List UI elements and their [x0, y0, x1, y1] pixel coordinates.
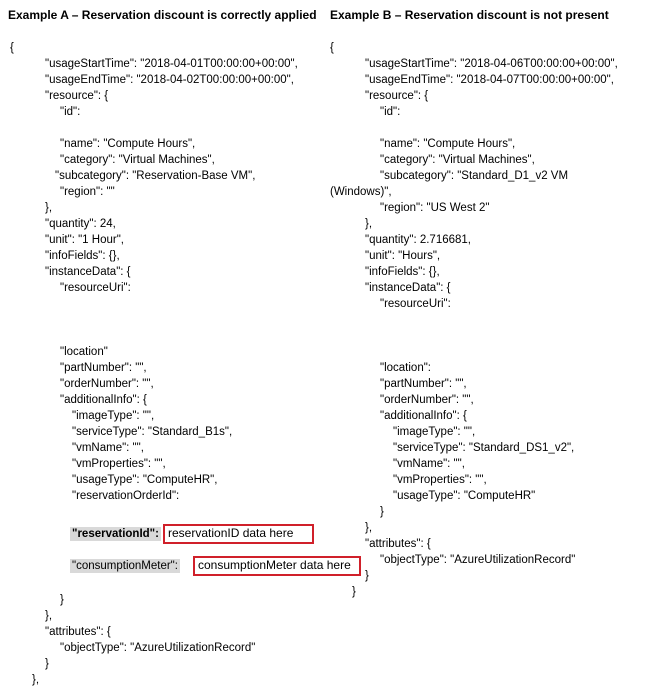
- code-line: }: [60, 594, 64, 606]
- code-line: "id":: [380, 106, 401, 118]
- code-line: "resourceUri":: [380, 298, 451, 310]
- code-line: },: [45, 202, 53, 214]
- code-line: "usageStartTime": "2018-04-01T00:00:00+00:00",: [45, 58, 298, 70]
- code-line: "vmProperties": "",: [72, 458, 166, 470]
- code-line: "additionalInfo": {: [380, 410, 467, 422]
- code-line: "additionalInfo": {: [60, 394, 147, 406]
- code-line: "instanceData": {: [45, 266, 131, 278]
- code-line: "serviceType": "Standard_DS1_v2",: [393, 442, 575, 454]
- code-line: "vmName": "",: [393, 458, 465, 470]
- code-line: }: [380, 506, 384, 518]
- code-line: "resource": {: [365, 90, 429, 102]
- code-line: },: [365, 522, 373, 534]
- code-line: "usageType": "ComputeHR": [393, 490, 536, 502]
- code-line: "name": "Compute Hours",: [380, 138, 516, 150]
- code-line: "serviceType": "Standard_B1s",: [72, 426, 233, 438]
- code-line: }: [45, 658, 49, 670]
- code-line: "orderNumber": "",: [380, 394, 474, 406]
- code-line: "attributes": {: [45, 626, 111, 638]
- code-line: "imageType": "",: [72, 410, 155, 422]
- code-line: },: [45, 610, 53, 622]
- example-b-heading: Example B – Reservation discount is not present: [330, 8, 609, 22]
- code-line: "reservationOrderId":: [72, 490, 180, 502]
- code-line: "partNumber": "",: [60, 362, 147, 374]
- code-line: "subcategory": "Standard_D1_v2 VM: [380, 170, 569, 182]
- reservation-id-value-box: reservationID data here: [163, 524, 314, 544]
- code-line: }: [365, 570, 369, 582]
- example-a-heading: Example A – Reservation discount is correctly applied: [8, 8, 317, 22]
- code-line: (Windows)",: [330, 186, 392, 198]
- reservation-id-key: "reservationId":: [72, 528, 159, 540]
- code-line: "objectType": "AzureUtilizationRecord": [60, 642, 256, 654]
- code-line: "usageEndTime": "2018-04-02T00:00:00+00:00",: [45, 74, 294, 86]
- code-line: "objectType": "AzureUtilizationRecord": [380, 554, 576, 566]
- code-line: "vmName": "",: [72, 442, 144, 454]
- code-line: "infoFields": {},: [365, 266, 440, 278]
- code-line: "id":: [60, 106, 81, 118]
- code-line: "orderNumber": "",: [60, 378, 154, 390]
- code-line: {: [10, 42, 14, 54]
- code-line: "resourceUri":: [60, 282, 131, 294]
- code-line: "partNumber": "",: [380, 378, 467, 390]
- code-line: "region": "US West 2": [380, 202, 490, 214]
- code-line: },: [365, 218, 373, 230]
- code-line: "unit": "1 Hour",: [45, 234, 124, 246]
- code-line: "category": "Virtual Machines",: [60, 154, 215, 166]
- code-line: "infoFields": {},: [45, 250, 120, 262]
- code-line: },: [32, 674, 40, 686]
- code-line: {: [330, 42, 334, 54]
- code-line: "location":: [380, 362, 431, 374]
- code-line: "location": [60, 346, 108, 358]
- code-line: "unit": "Hours",: [365, 250, 441, 262]
- consumption-meter-value-box: consumptionMeter data here: [193, 556, 361, 576]
- code-line: "vmProperties": "",: [393, 474, 487, 486]
- code-line: "usageStartTime": "2018-04-06T00:00:00+00:00",: [365, 58, 618, 70]
- code-line: "imageType": "",: [393, 426, 476, 438]
- code-line: }: [352, 586, 356, 598]
- code-line: "quantity": 24,: [45, 218, 116, 230]
- code-line: "subcategory": "Reservation-Base VM",: [55, 170, 256, 182]
- code-line: "usageEndTime": "2018-04-07T00:00:00+00:00",: [365, 74, 614, 86]
- code-line: "category": "Virtual Machines",: [380, 154, 535, 166]
- code-line: "region": "": [60, 186, 115, 198]
- consumption-meter-key: "consumptionMeter":: [72, 560, 178, 572]
- code-line: "instanceData": {: [365, 282, 451, 294]
- code-line: "quantity": 2.716681,: [365, 234, 471, 246]
- code-line: "name": "Compute Hours",: [60, 138, 196, 150]
- code-line: "attributes": {: [365, 538, 431, 550]
- code-line: "usageType": "ComputeHR",: [72, 474, 218, 486]
- code-line: "resource": {: [45, 90, 109, 102]
